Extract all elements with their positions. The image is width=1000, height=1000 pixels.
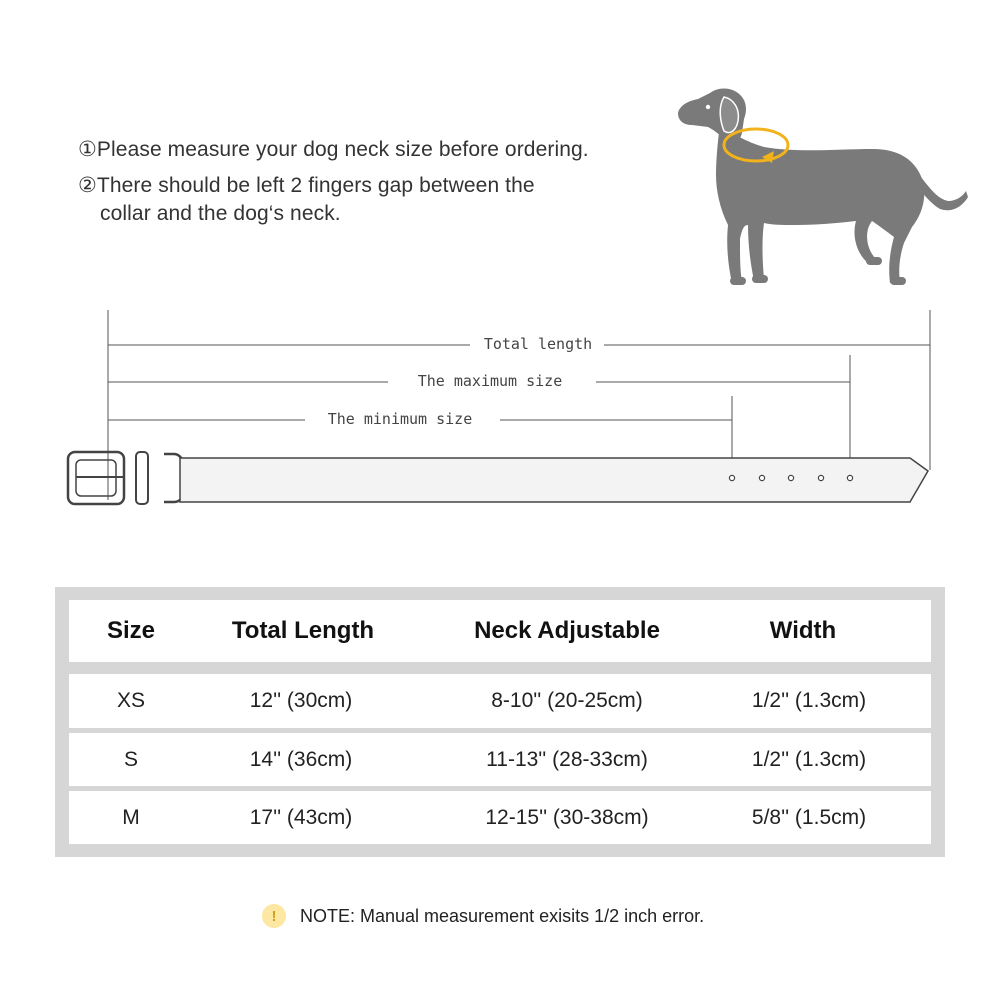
header-neck-adjustable: Neck Adjustable [474, 617, 660, 644]
dog-illustration [668, 75, 968, 295]
size-cell: S [123, 747, 139, 771]
total-length-label: Total length [483, 335, 593, 353]
neck-adjustable-cell: 11-13'' (28-33cm) [486, 747, 648, 771]
size-table [55, 587, 945, 857]
table-row [69, 791, 931, 844]
neck-adjustable-cell: 12-15'' (30-38cm) [485, 805, 649, 829]
max-size-label: The maximum size [417, 372, 563, 390]
collar-measurement-diagram [0, 300, 1000, 530]
total-length-cell: 14'' (36cm) [249, 747, 353, 771]
note-text: NOTE: Manual measurement exisits 1/2 inch error. [300, 905, 705, 926]
table-header-row [69, 600, 931, 662]
min-size-label: The minimum size [327, 410, 473, 428]
neck-adjustable-cell: 8-10'' (20-25cm) [491, 689, 643, 712]
table-row [69, 674, 931, 728]
width-cell: 1/2'' (1.3cm) [751, 747, 867, 771]
buckle-icon [68, 452, 124, 504]
total-length-cell: 12'' (30cm) [249, 689, 353, 712]
instruction-line-2: ②There should be left 2 fingers gap between the [78, 174, 535, 197]
header-total-length: Total Length [231, 617, 375, 644]
instruction-line-3: collar and the dog‘s neck. [100, 202, 341, 225]
header-size: Size [106, 617, 156, 644]
warning-icon: ! [262, 904, 286, 928]
header-width: Width [769, 617, 837, 644]
width-cell: 1/2'' (1.3cm) [751, 689, 867, 712]
total-length-cell: 17'' (43cm) [249, 805, 353, 829]
width-cell: 5/8'' (1.5cm) [751, 805, 867, 829]
instruction-line-1: ①Please measure your dog neck size before ordering. [78, 138, 589, 161]
size-cell: XS [116, 689, 146, 712]
table-row [69, 733, 931, 786]
size-cell: M [122, 805, 140, 829]
measurement-note [262, 904, 704, 928]
